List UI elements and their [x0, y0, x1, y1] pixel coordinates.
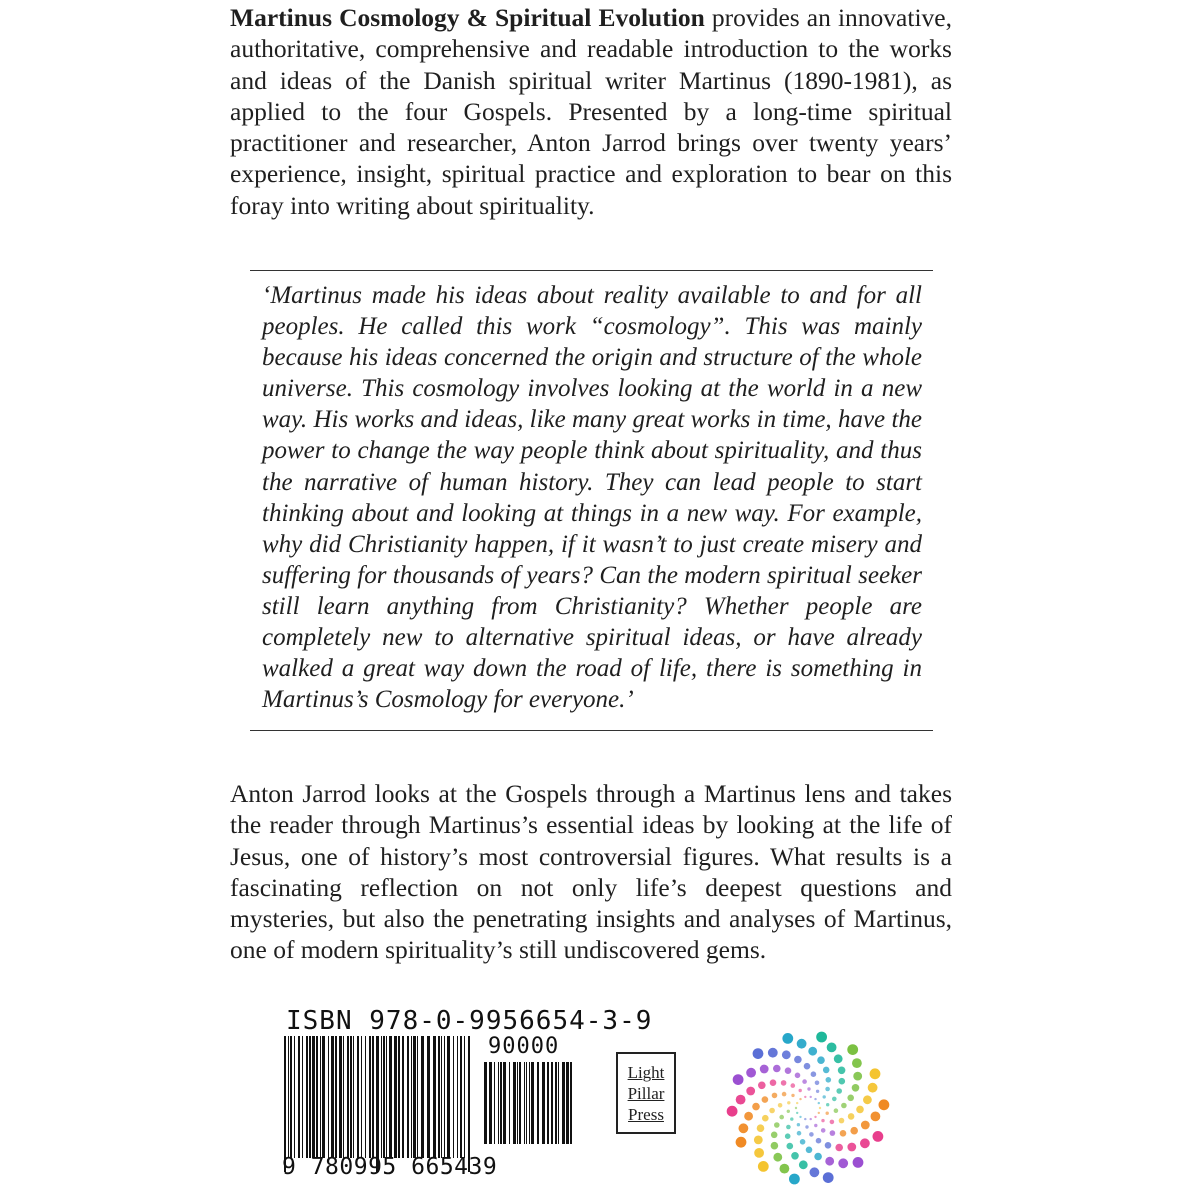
book-title: Martinus Cosmology & Spiritual Evolution	[230, 3, 705, 32]
intro-text: provides an innovative, authoritative, comprehensive and readable introduction to the works and ideas of the Danish spiritual writer Martinus (1890-1981), as applied to the four Gospels. Presented by a long-time spiritual practitioner and researcher, Anton Jarrod brings over twenty years’ experience, insight, spiritual practice and exploration to bear on this foray into writing about spirituality.	[230, 3, 952, 220]
closing-paragraph: Anton Jarrod looks at the Gospels through a Martinus lens and takes the reader through Martinus’s essential ideas by looking at the life of Jesus, one of history’s most controversial figures. What results is a fascinating reflection on not only life’s deepest questions and mysteries, but also the penetrating insights and analyses of Martinus, one of modern spirituality’s still undiscovered gems.	[230, 779, 952, 965]
publisher-logo	[616, 1052, 676, 1134]
barcode-bars	[282, 1036, 474, 1172]
publisher-line-2: Pillar	[627, 1083, 665, 1103]
isbn-label: ISBN 978-0-9956654-3-9	[286, 1006, 653, 1036]
publisher-line-3: Press	[628, 1104, 664, 1124]
intro-paragraph	[230, 2, 952, 221]
barcode-addon-digits: 90000	[488, 1034, 560, 1059]
publisher-line-1: Light	[627, 1062, 665, 1082]
pull-quote: ‘Martinus made his ideas about reality available to and for all peoples. He called this work “cosmology”. This was mainly because his ideas concerned the origin and structure of the whole universe. This cosmology involves looking at the world in a new way. His works and ideas, like many great works in time, have the power to change the way people think about spirituality, and thus the narrative of human history. They can lead people to start thinking about and looking at things in a new way. For example, why did Christianity happen, if it wasn’t to just create misery and suffering for thousands of years? Can the modern spiritual seeker still learn anything from Christianity? Whether people are completely new to alternative spiritual ideas, or have already walked a great way down the road of life, there is something in Martinus’s Cosmology for everyone.’	[262, 282, 922, 714]
ean-digits: 9 780995 665439	[282, 1154, 498, 1180]
quote-bottom-rule	[250, 730, 933, 731]
spiral-dots-logo	[712, 1028, 898, 1186]
barcode-addon-bars	[482, 1062, 574, 1158]
quote-top-rule	[250, 270, 933, 271]
